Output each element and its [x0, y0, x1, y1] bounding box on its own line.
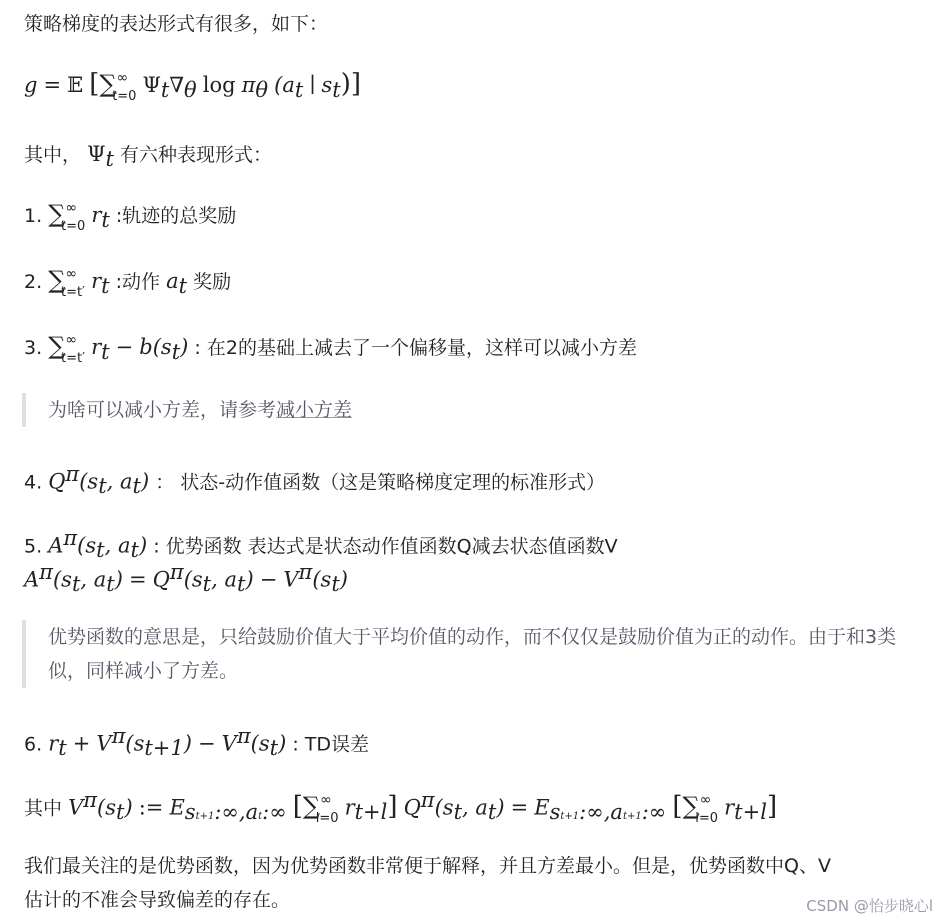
watermark: CSDN @怡步晓心l [806, 897, 933, 915]
intro-text: 策略梯度的表达形式有很多，如下： [24, 13, 329, 35]
item-4: 4. $Q^\pi(s_t$, $a_t$) ： 状态-动作值函数（这是策略梯度定理的标准形式） [24, 462, 606, 499]
item-6: 6. $r_t + V^\pi(s_{t+1}) - V^\pi(s_t)$ : TD误差 [24, 724, 370, 761]
reduce-variance-link[interactable]: 减小方差 [276, 399, 353, 421]
item-1: 1. $\sum^\infty_{t=0}$ $r_t$ :轨迹的总奖励 [24, 200, 237, 234]
conclusion-line-2: 估计的不准会导致偏差的存在。 [24, 889, 291, 911]
item-3: 3. $\sum^\infty_{t=t'}$ $r_t - b(s_t)$ : 在2的基础上减去了一个偏移量，这样可以减小方差 [24, 332, 637, 366]
item-2: 2. $\sum^\infty_{t=t'}$ $r_t$ :动作 $a_t$ 奖励 [24, 266, 232, 300]
conclusion-line-1: 我们最关注的是优势函数，因为优势函数非常便于解释，并且方差最小。但是，优势函数中Q、V [24, 855, 831, 877]
advantage-formula: $A^\pi(s_t$, $a_t) = Q^\pi(s_t$, $a_t) - V^\pi(s_t)$ [24, 560, 348, 597]
quote-advantage-meaning: 优势函数的意思是，只给鼓励价值大于平均价值的动作，而不仅仅是鼓励价值为正的动作。由于和3类似，同样减小了方差。 [22, 620, 928, 688]
main-formula: g = 𝔼 [$\sum^\infty_{t=0}$ $\Psi_t\nabla_\theta$ $\log \pi_\theta$ ($a_t$ ∣ $s_t$)] [24, 69, 362, 104]
psi-intro: 其中， $\Psi_t$ 有六种表现形式： [24, 142, 272, 171]
definitions-formula: 其中 $V^\pi(s_t)$ := $E_{st+1:\infty,at:\infty}$ [$\sum^\infty_{l=0}$ $r_{t+l}$] $Q^\pi(s_t$, $a_t) = E_{st+1:\infty,at+1:\infty}$ [$\sum^\infty_{l=0}$ $r_{t+l}$] [24, 788, 778, 827]
item-5: 5. $A^\pi(s_t$, $a_t$) : 优势函数 表达式是状态动作值函数Q减去状态值函数V [24, 526, 618, 563]
quote-reduce-variance: 为啥可以减小方差，请参考减小方差 [22, 393, 928, 427]
